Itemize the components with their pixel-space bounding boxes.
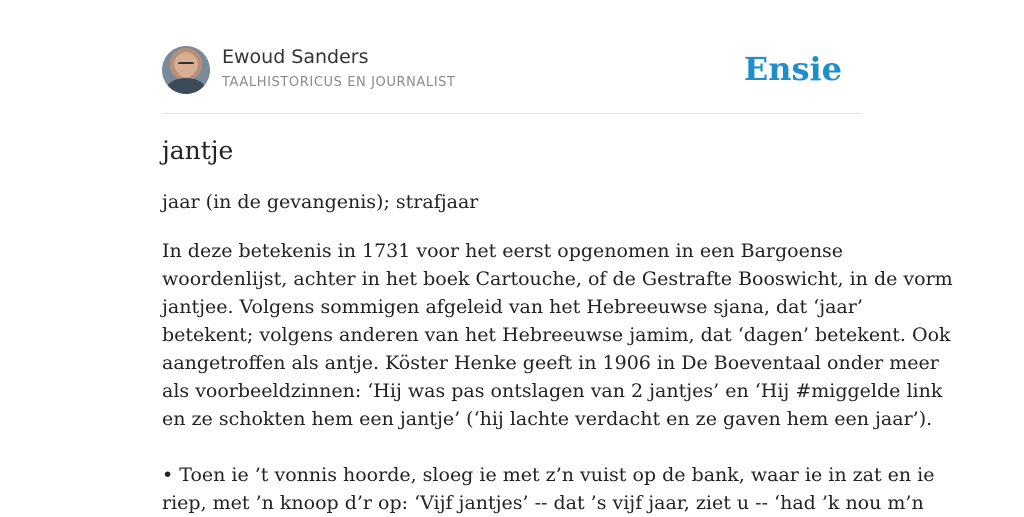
paragraph-line: aangetroffen als antje. Köster Henke geeft in 1906 in De Boeventaal onder meer	[162, 352, 939, 374]
author-avatar[interactable]	[162, 46, 210, 94]
paragraph-line: woordenlijst, achter in het boek Cartouche, of de Gestrafte Booswicht, in de vorm	[162, 268, 953, 290]
person-portrait-icon	[166, 78, 206, 94]
entry-headword: jantje	[162, 136, 234, 165]
brand-logo[interactable]: Ensie	[743, 50, 842, 88]
quote-line: • Toen ie ’t vonnis hoorde, sloeg ie met z’n vuist op de bank, waar ie in zat en ie	[162, 464, 935, 486]
paragraph-line: en ze schokten hem een jantje’ (‘hij lachte verdacht en ze gaven hem een jaar’).	[162, 408, 933, 430]
paragraph-line: In deze betekenis in 1731 voor het eerst opgenomen in een Bargoense	[162, 240, 844, 262]
paragraph-line: jantjee. Volgens sommigen afgeleid van het Hebreeuwse sjana, dat ‘jaar’	[162, 296, 863, 318]
author-role: TAALHISTORICUS EN JOURNALIST	[222, 75, 456, 90]
header-divider	[162, 113, 862, 114]
quote-line: riep, met ’n knoop d’r op: ‘Vijf jantjes’ -- dat ’s vijf jaar, ziet u -- ‘had ’k nou m’n	[162, 492, 924, 514]
paragraph-line: als voorbeeldzinnen: ‘Hij was pas ontslagen van 2 jantjes’ en ‘Hij #miggelde link	[162, 380, 943, 402]
author-header	[162, 46, 862, 96]
entry-body	[162, 237, 953, 517]
paragraph-line: betekent; volgens anderen van het Hebreeuwse jamim, dat ‘dagen’ betekent. Ook	[162, 324, 951, 346]
paragraph-gap	[162, 433, 882, 461]
avatar-glasses	[178, 62, 194, 68]
author-name[interactable]: Ewoud Sanders	[222, 46, 369, 68]
entry-definition: jaar (in de gevangenis); strafjaar	[162, 191, 479, 213]
